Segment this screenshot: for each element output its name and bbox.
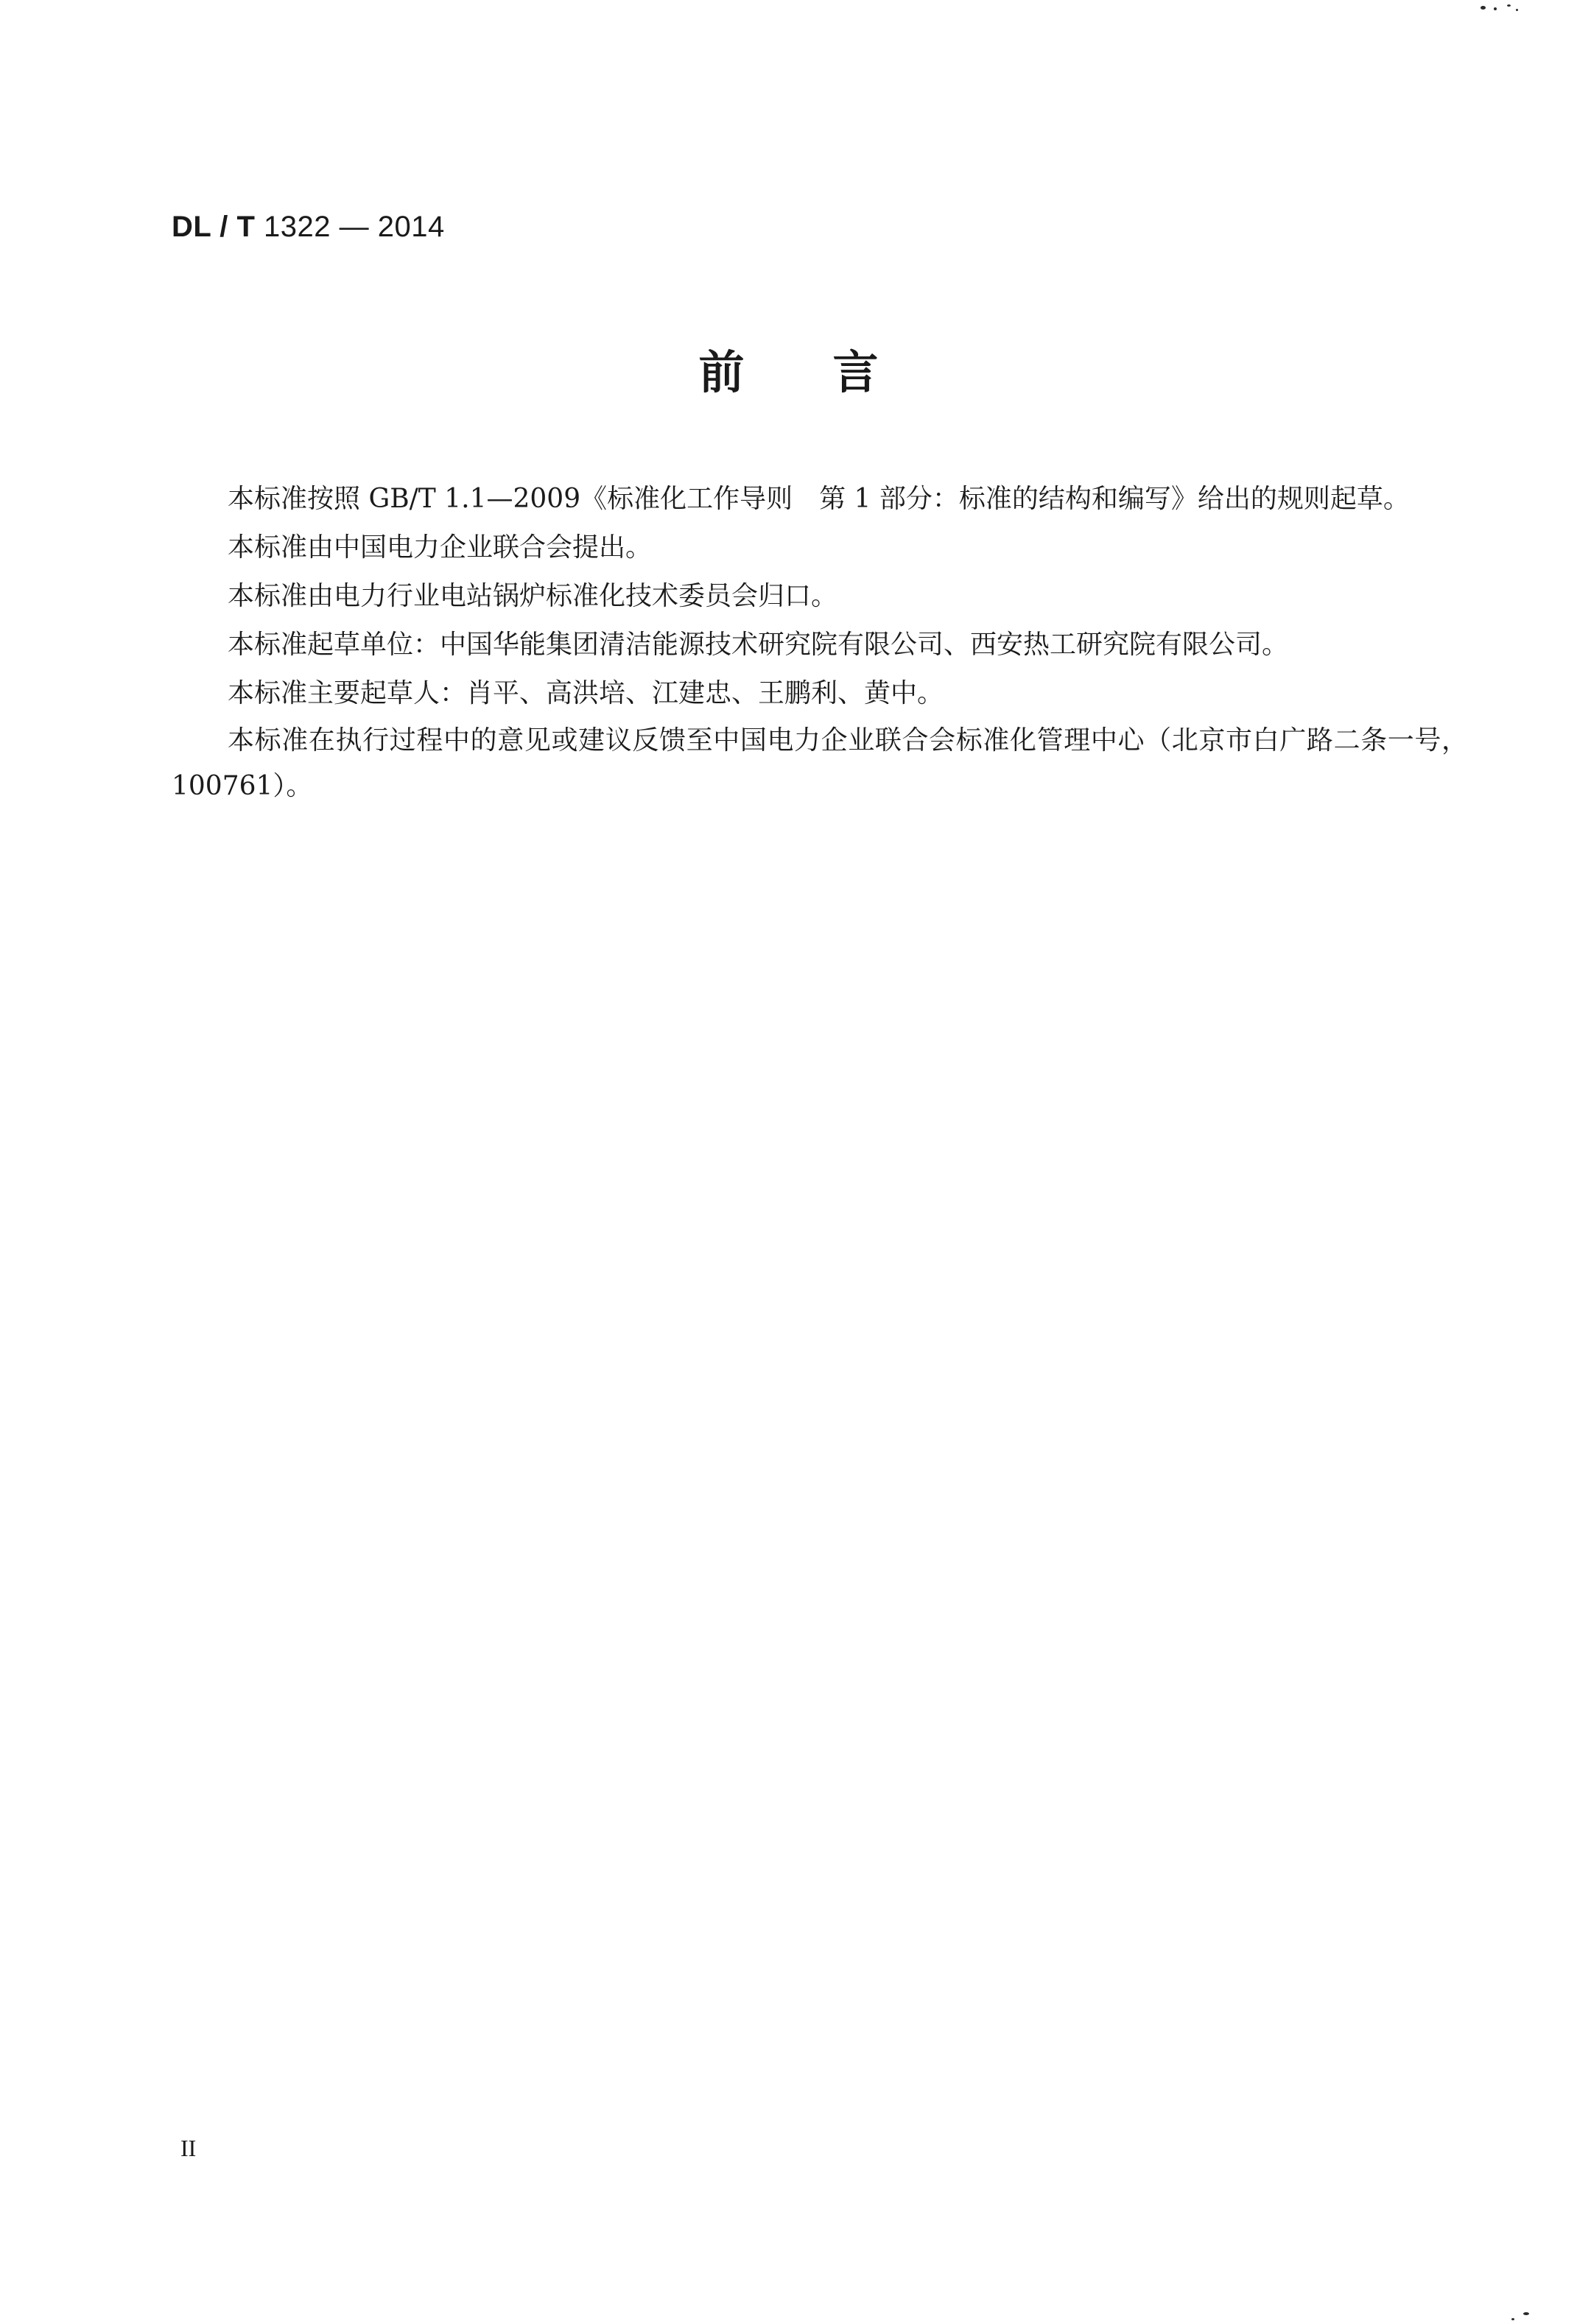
scan-speck (1494, 7, 1497, 10)
paragraph-drafting-units: 本标准起草单位：中国华能集团清洁能源技术研究院有限公司、西安热工研究院有限公司。 (228, 630, 1289, 660)
scan-speck (1523, 2312, 1529, 2315)
paragraph-feedback: 本标准在执行过程中的意见或建议反馈至中国电力企业联合会标准化管理中心（北京市白广路二条一号，100761）。 (172, 725, 1468, 801)
standard-code (172, 209, 445, 244)
scan-speck (1516, 9, 1518, 11)
page-number: II (180, 2135, 197, 2161)
paragraph-drafters: 本标准主要起草人：肖平、高洪培、江建忠、王鹏利、黄中。 (228, 678, 944, 708)
scan-speck (1507, 4, 1511, 7)
page-title: 前言 (698, 345, 967, 399)
scan-speck (1481, 6, 1486, 10)
paragraph-centralized-by: 本标准由电力行业电站锅炉标准化技术委员会归口。 (228, 581, 838, 611)
standard-code-prefix: DL / T (172, 211, 256, 243)
scan-speck (1511, 2318, 1514, 2320)
standard-code-number: 1322 — 2014 (264, 211, 445, 243)
paragraph-drafting-rules: 本标准按照 GB/T 1.1—2009《标准化工作导则 第 1 部分：标准的结构和编写》给出的规则起草。 (228, 484, 1410, 514)
foreword-body (172, 475, 1468, 809)
paragraph-proposed-by: 本标准由中国电力企业联合会提出。 (228, 532, 653, 563)
